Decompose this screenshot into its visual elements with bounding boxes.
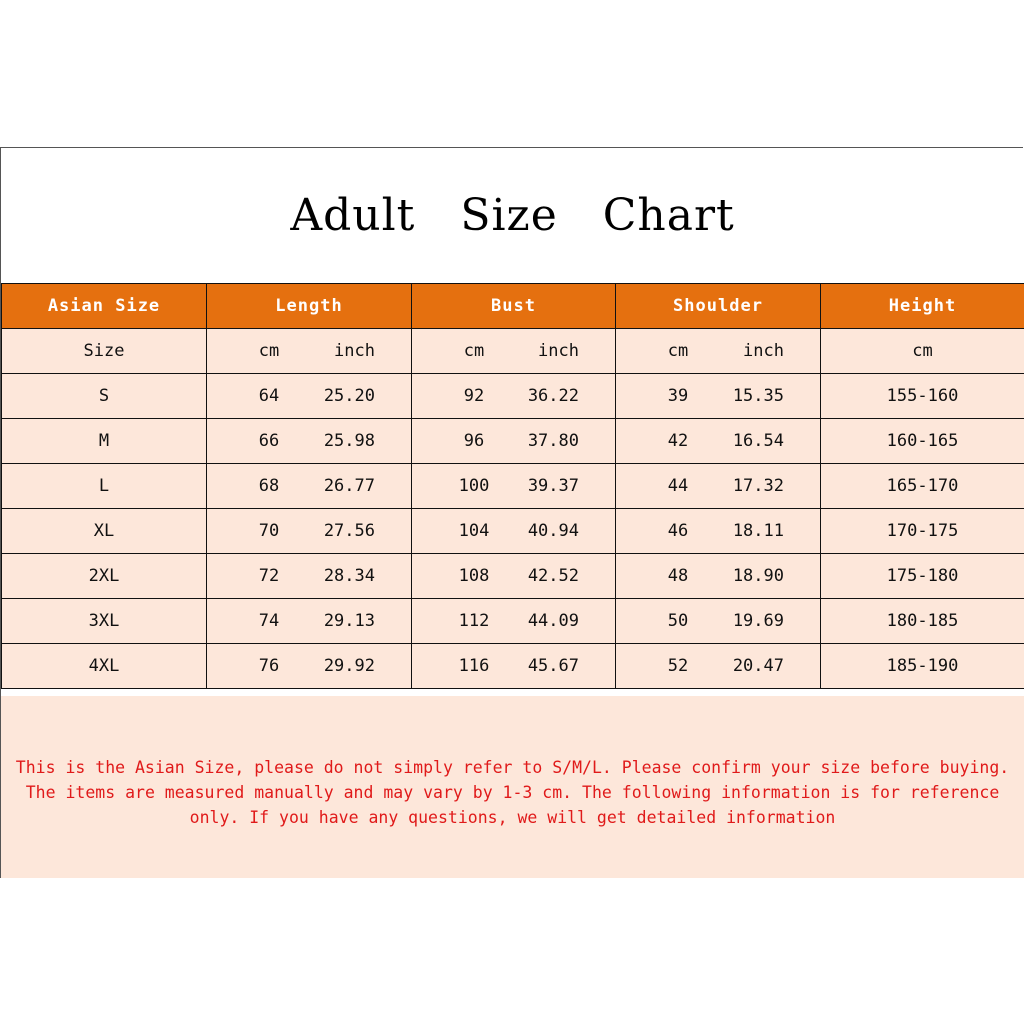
header-height: Height xyxy=(821,284,1024,329)
shoulder-inch: 18.11 xyxy=(732,521,784,541)
length-cell xyxy=(207,554,412,599)
bust-cell xyxy=(412,419,616,464)
table-row xyxy=(2,419,1024,464)
shoulder-cm: 46 xyxy=(667,521,689,541)
note-line-2: The items are measured manually and may vary by 1-3 cm. The following information is for reference xyxy=(25,782,1000,802)
shoulder-cell xyxy=(616,599,821,644)
unit-length-cm: cm xyxy=(258,341,280,361)
bust-cm: 108 xyxy=(458,566,490,586)
bust-cell xyxy=(412,374,616,419)
unit-height: cm xyxy=(821,329,1024,374)
length-inch: 26.77 xyxy=(323,476,375,496)
shoulder-cm: 50 xyxy=(667,611,689,631)
length-cm: 72 xyxy=(258,566,280,586)
bust-cm: 96 xyxy=(463,431,485,451)
shoulder-cell xyxy=(616,554,821,599)
table-row xyxy=(2,464,1024,509)
length-inch: 29.13 xyxy=(323,611,375,631)
length-cm: 70 xyxy=(258,521,280,541)
length-cm: 66 xyxy=(258,431,280,451)
length-cm: 68 xyxy=(258,476,280,496)
length-cell xyxy=(207,419,412,464)
size-cell: 3XL xyxy=(2,599,207,644)
size-note xyxy=(8,755,1018,830)
shoulder-cm: 52 xyxy=(667,656,689,676)
bust-cm: 112 xyxy=(458,611,490,631)
length-cell xyxy=(207,464,412,509)
bust-cm: 104 xyxy=(458,521,490,541)
height-cell: 180-185 xyxy=(821,599,1024,644)
bust-cell xyxy=(412,554,616,599)
length-inch: 25.20 xyxy=(323,386,375,406)
note-line-1: This is the Asian Size, please do not simply refer to S/M/L. Please confirm your size before buying. xyxy=(15,757,1010,777)
bust-inch: 40.94 xyxy=(527,521,579,541)
bust-cm: 92 xyxy=(463,386,485,406)
length-cell xyxy=(207,374,412,419)
height-cell: 170-175 xyxy=(821,509,1024,554)
unit-bust-inch: inch xyxy=(538,341,579,361)
header-asian-size: Asian Size xyxy=(2,284,207,329)
bust-cell xyxy=(412,509,616,554)
bust-cell xyxy=(412,464,616,509)
length-cm: 76 xyxy=(258,656,280,676)
unit-shoulder-cm: cm xyxy=(667,341,689,361)
bust-inch: 44.09 xyxy=(527,611,579,631)
table-row xyxy=(2,599,1024,644)
shoulder-cell xyxy=(616,644,821,689)
unit-length-inch: inch xyxy=(334,341,375,361)
size-table xyxy=(1,283,1024,689)
shoulder-cm: 42 xyxy=(667,431,689,451)
size-cell: S xyxy=(2,374,207,419)
table-row xyxy=(2,644,1024,689)
shoulder-cm: 44 xyxy=(667,476,689,496)
bust-inch: 42.52 xyxy=(527,566,579,586)
size-cell: L xyxy=(2,464,207,509)
shoulder-cell xyxy=(616,509,821,554)
shoulder-cell xyxy=(616,374,821,419)
unit-size: Size xyxy=(2,329,207,374)
note-area xyxy=(1,696,1024,878)
length-inch: 25.98 xyxy=(323,431,375,451)
length-cm: 64 xyxy=(258,386,280,406)
length-inch: 27.56 xyxy=(323,521,375,541)
unit-length xyxy=(207,329,412,374)
shoulder-inch: 19.69 xyxy=(732,611,784,631)
size-cell: 2XL xyxy=(2,554,207,599)
bust-inch: 39.37 xyxy=(527,476,579,496)
size-cell: 4XL xyxy=(2,644,207,689)
size-cell: M xyxy=(2,419,207,464)
bust-inch: 36.22 xyxy=(527,386,579,406)
units-row xyxy=(2,329,1024,374)
shoulder-cell xyxy=(616,419,821,464)
length-cell xyxy=(207,509,412,554)
length-cell xyxy=(207,644,412,689)
shoulder-inch: 18.90 xyxy=(732,566,784,586)
unit-bust-cm: cm xyxy=(463,341,485,361)
size-chart xyxy=(0,147,1023,878)
length-cell xyxy=(207,599,412,644)
shoulder-cell xyxy=(616,464,821,509)
height-cell: 165-170 xyxy=(821,464,1024,509)
table-row xyxy=(2,554,1024,599)
length-inch: 29.92 xyxy=(323,656,375,676)
height-cell: 175-180 xyxy=(821,554,1024,599)
shoulder-inch: 15.35 xyxy=(732,386,784,406)
bust-cell xyxy=(412,599,616,644)
chart-title: Adult Size Chart xyxy=(290,190,735,241)
bust-inch: 45.67 xyxy=(527,656,579,676)
unit-shoulder-inch: inch xyxy=(743,341,784,361)
shoulder-inch: 20.47 xyxy=(732,656,784,676)
height-cell: 155-160 xyxy=(821,374,1024,419)
size-cell: XL xyxy=(2,509,207,554)
bust-cell xyxy=(412,644,616,689)
bust-cm: 100 xyxy=(458,476,490,496)
header-bust: Bust xyxy=(412,284,616,329)
length-inch: 28.34 xyxy=(323,566,375,586)
header-row xyxy=(2,284,1024,329)
table-row xyxy=(2,374,1024,419)
header-shoulder: Shoulder xyxy=(616,284,821,329)
shoulder-inch: 16.54 xyxy=(732,431,784,451)
height-cell: 160-165 xyxy=(821,419,1024,464)
shoulder-cm: 48 xyxy=(667,566,689,586)
shoulder-inch: 17.32 xyxy=(732,476,784,496)
bust-inch: 37.80 xyxy=(527,431,579,451)
height-cell: 185-190 xyxy=(821,644,1024,689)
header-length: Length xyxy=(207,284,412,329)
unit-shoulder xyxy=(616,329,821,374)
bust-cm: 116 xyxy=(458,656,490,676)
table-row xyxy=(2,509,1024,554)
note-line-3: only. If you have any questions, we will get detailed information xyxy=(189,807,836,827)
unit-bust xyxy=(412,329,616,374)
shoulder-cm: 39 xyxy=(667,386,689,406)
length-cm: 74 xyxy=(258,611,280,631)
